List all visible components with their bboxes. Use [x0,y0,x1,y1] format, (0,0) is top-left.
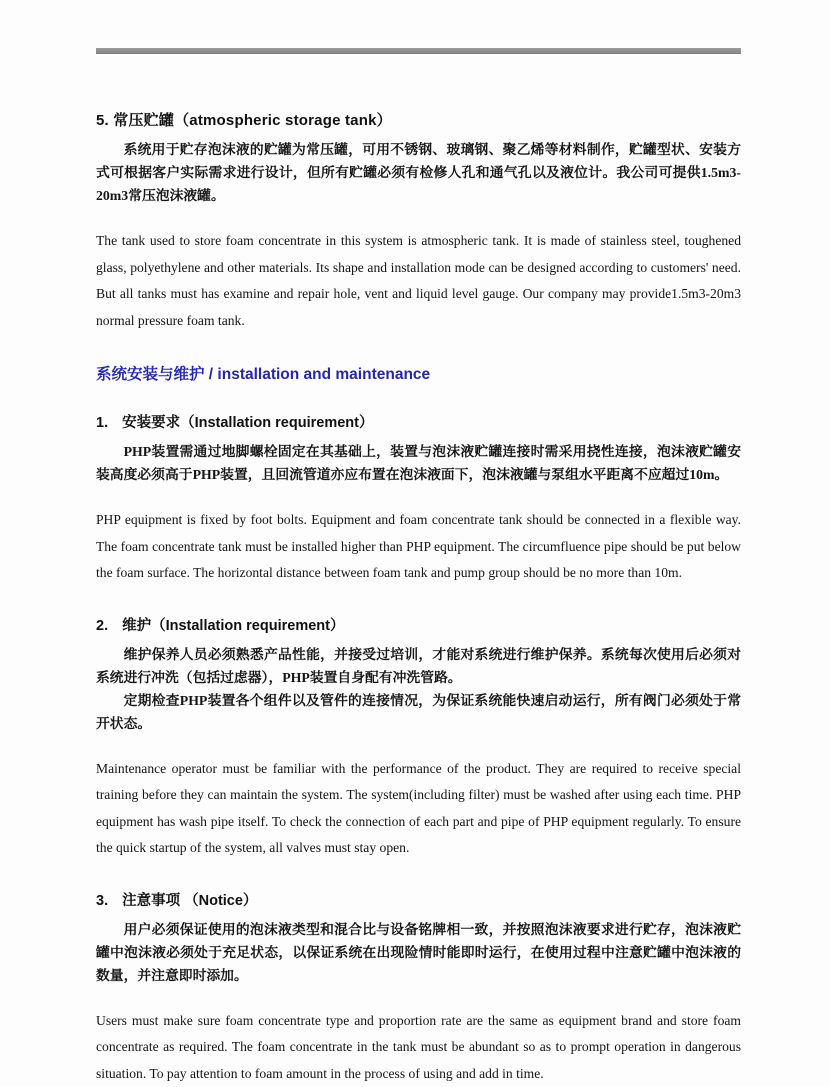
section-maintenance [96,614,741,862]
notice-heading [96,889,741,910]
storage-tank-paragraph-en: The tank used to store foam concentrate in this system is atmospheric tank. It is made of stainless steel, toughened glass, polyethylene and other materials. Its shape and installation mode can be designed according to customers' need. But all tanks must has examine and repair hole, vent and liquid level gauge. Our company may provide1.5m3-20m3 normal pressure foam tank. [96,228,741,334]
installation-requirement-paragraph-cn: PHP装置需通过地脚螺栓固定在其基础上，装置与泡沫液贮罐连接时需采用挠性连接，泡沫液贮罐安装高度必须高于PHP装置，且回流管道亦应布置在泡沫液面下，泡沫液罐与泵组水平距离不应超过10m。 [96,440,741,486]
maintenance-paragraph-en: Maintenance operator must be familiar with the performance of the product. They are required to receive special training before they can maintain the system. The system(including filter) must be washed after using each time. PHP equipment has wash pipe itself. To check the connection of each part and pipe of PHP equipment regularly. To ensure the quick startup of the system, all valves must stay open. [96,756,741,862]
section-title: 维护（Installation requirement） [122,618,344,634]
storage-tank-title: 5. 常压贮罐（atmospheric storage tank） [96,109,741,130]
section-notice [96,889,741,1087]
header-rule [96,48,741,54]
storage-tank-paragraph-cn: 系统用于贮存泡沫液的贮罐为常压罐，可用不锈钢、玻璃钢、聚乙烯等材料制作，贮罐型状、安装方式可根据客户实际需求进行设计，但所有贮罐必须有检修人孔和通气孔以及液位计。我公司可提供1.5m3-20m3常压泡沫液罐。 [96,138,741,207]
installation-requirement-paragraph-en: PHP equipment is fixed by foot bolts. Equipment and foam concentrate tank should be connected in a flexible way. The foam concentrate tank must be installed higher than PHP equipment. The circumfluence pipe should be put below the foam surface. The horizontal distance between foam tank and pump group should be no more than 10m. [96,507,741,587]
section-number: 1. [96,415,108,431]
notice-paragraph-cn: 用户必须保证使用的泡沫液类型和混合比与设备铭牌相一致，并按照泡沫液要求进行贮存，泡沫液贮罐中泡沫液必须处于充足状态，以保证系统在出现险情时能即时运行，在使用过程中注意贮罐中泡沫液的数量，并注意即时添加。 [96,918,741,987]
section-number: 2. [96,618,108,634]
page-content [96,48,741,1087]
installation-maintenance-heading: 系统安装与维护 / installation and maintenance [96,362,741,384]
maintenance-heading [96,614,741,635]
maintenance-paragraph-cn-2: 定期检查PHP装置各个组件以及管件的连接情况，为保证系统能快速启动运行，所有阀门必须处于常开状态。 [96,689,741,735]
notice-paragraph-en: Users must make sure foam concentrate type and proportion rate are the same as equipment brand and store foam concentrate as required. The foam concentrate in the tank must be abundant so as to prompt operation in dangerous situation. To pay attention to foam amount in the process of using and add in time. [96,1008,741,1087]
section-title: 注意事项 （Notice） [122,893,257,909]
section-storage-tank [96,109,741,334]
installation-requirement-heading [96,411,741,432]
section-number: 3. [96,893,108,909]
section-installation-requirement [96,411,741,587]
document-page [0,48,830,966]
section-title: 安装要求（Installation requirement） [122,415,373,431]
maintenance-paragraph-cn-1: 维护保养人员必须熟悉产品性能，并接受过培训，才能对系统进行维护保养。系统每次使用后必须对系统进行冲洗（包括过虑器），PHP装置自身配有冲洗管路。 [96,643,741,689]
